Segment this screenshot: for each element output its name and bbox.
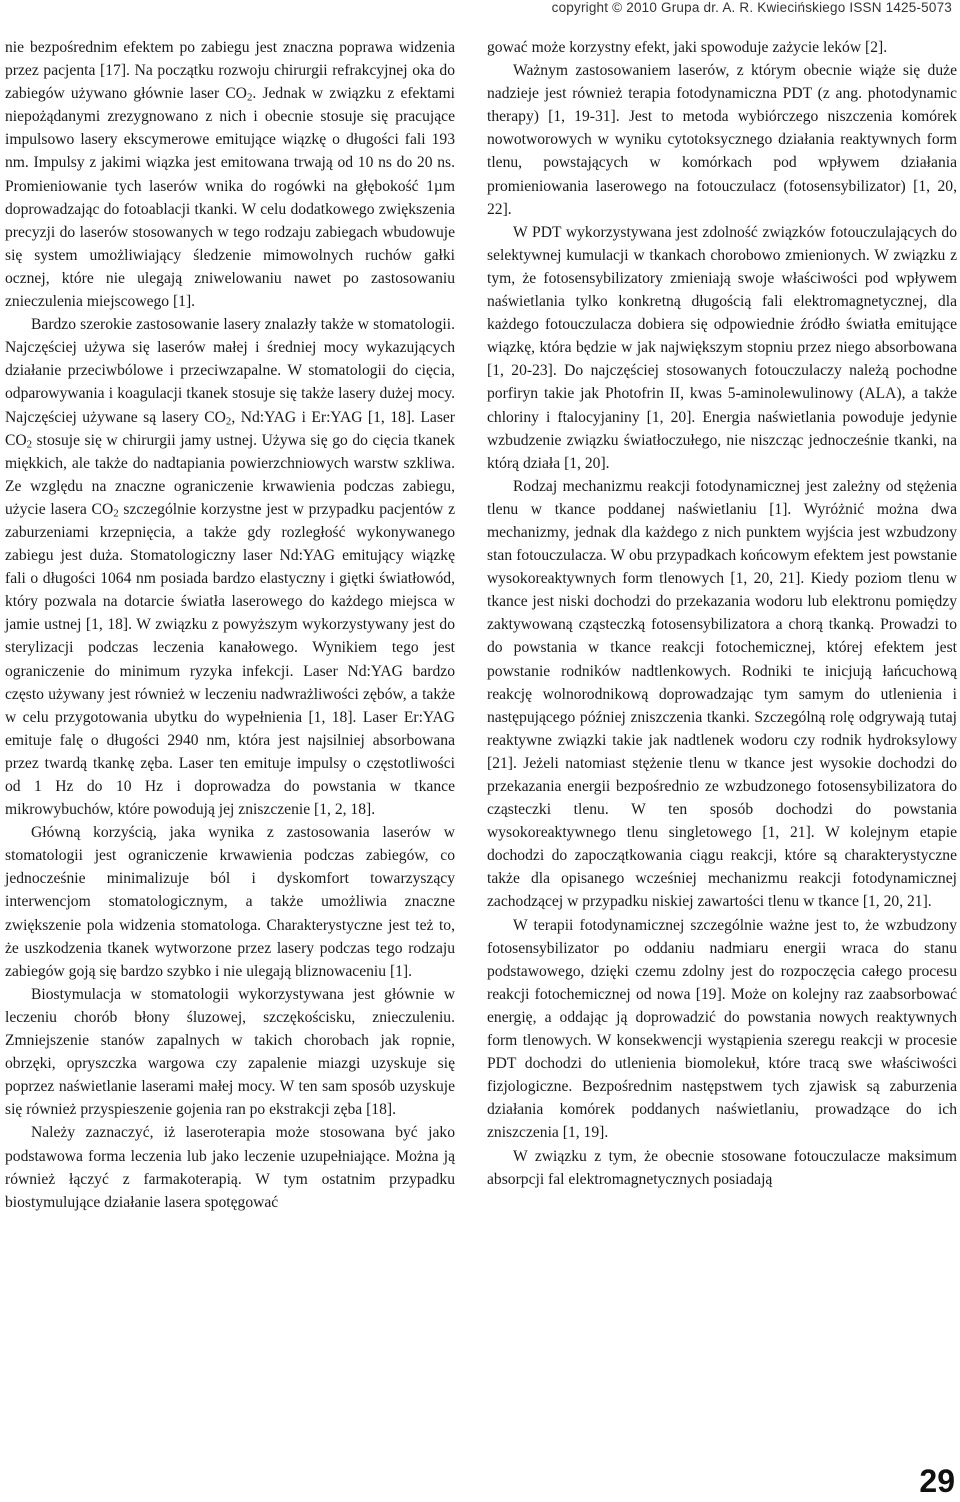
left-column	[5, 36, 455, 1214]
paragraph: W terapii fotodynamicznej szczególnie ważne jest to, że wzbudzony fotosensybilizator po oddaniu nadmiaru energii wraca do stanu podstawowego, dzięki czemu zdolny jest do rozpoczęcia całego procesu reakcji fotochemicznej od nowa [19]. Może on kolejny raz zaabsorbować energię, a oddając ją doprowadzić do powstania nowych reaktywnych form tlenowych. W konsekwencji wystąpienia szeregu reakcji w procesie PDT dochodzi do utlenienia biomolekuł, które tracą swe właściwości fizjologiczne. Bezpośrednim następstwem tych zjawisk są zaburzenia działania komórek poddanych naświetlaniu, prowadzące do ich zniszczenia [1, 19].	[487, 916, 957, 1142]
paragraph: W związku z tym, że obecnie stosowane fotouczulacze maksimum absorpcji fal elektromagnetycznych posiadają	[487, 1147, 957, 1188]
paragraph: Rodzaj mechanizmu reakcji fotodynamicznej jest zależny od stężenia tlenu w tkance poddanej naświetlaniu [1]. Wyróżnić można dwa mechanizmy, jednak dla każdego z nich punktem wyjścia jest wzbudzony stan fotouczulacza. W obu przypadkach końcowym efektem jest powstanie wysokoreaktywnych form tlenowych [1, 20, 21]. Kiedy poziom tlenu w tkance jest niski dochodzi do przekazania wodoru lub elektronu pomiędzy zaktywowaną cząsteczką fotosensybilizatora a chorą tkanką. Prowadzi to do powstania w tkance reakcji fotochemicznej, której efektem jest powstanie rodników nadtlenkowych. Rodniki te inicjują łańcuchową reakcję wolnorodnikową doprowadzając tym samym do utlenienia i następującego później zniszczenia tkanki. Szczególną rolę odgrywają tutaj reaktywne związki takie jak nadtlenek wodoru czy rodnik hydroksylowy [21]. Jeżeli natomiast stężenie tlenu w tkance jest wysokie dochodzi do przekazania energii bezpośrednio ze wzbudzonego fotosensybilizatora do cząsteczki tlenu. W ten sposób dochodzi do powstania wysokoreaktywnego tlenu singletowego [1, 21]. W kolejnym etapie dochodzi do zapoczątkowania ciągu reakcji, które są charakterystyczne także dla opisanego wcześniej mechanizmu reakcji fotodynamicznej zachodzącej w przypadku niskiej zawartości tlenu w tkance [1, 20, 21].	[487, 477, 957, 911]
paragraph: Główną korzyścią, jaka wynika z zastosowania laserów w stomatologii jest ograniczenie krwawienia podczas zabiegów, co jednocześnie minimalizuje ból i dyskomfort towarzyszący interwencjom stomatologicznym, a także umożliwia znaczne zwiększenie pola widzenia stomatologa. Charakterystyczne jest też to, że uszkodzenia tkanek wytworzone przez lasery podczas tego rodzaju zabiegów goją się bardzo szybko i nie ulegają bliznowaceniu [1].	[5, 824, 455, 980]
paragraph: W PDT wykorzystywana jest zdolność związków fotouczulających do selektywnej kumulacji w tkankach chorobowo zmienionych. W związku z tym, że fotosensybilizatory zmieniają swoje właściwości pod wpływem naświetlania tylko konkretną długością fali elektromagnetycznej, dla każdego fotouczulacza dobiera się odpowiednie źródło światła emitujące wiązkę, która będzie w jak największym stopniu przez niego absorbowana [1, 20-23]. Do najczęściej stosowanych fotouczulaczy należą pochodne porfiryn takie jak Photofrin II, kwas 5-aminolewulinowy (ALA), a także chloriny i ftalocyjaniny [1, 20]. Energia naświetlania powoduje jedynie wzbudzenie związku światłoczułego, nie niszcząc jednocześnie tkanki, na którą działa [1, 20].	[487, 223, 957, 472]
paragraph: Ważnym zastosowaniem laserów, z którym obecnie wiąże się duże nadzieje jest również terapia fotodynamiczna PDT (z ang. photodynamic therapy) [1, 19-31]. Jest to metoda wybiórczego niszczenia komórek nowotworowych w wyniku cytotoksycznego działania reaktywnych form tlenu, powstających w komórkach pod wpływem działania promieniowania laserowego na fotouczulacz (fotosensybilizator) [1, 20, 22].	[487, 62, 957, 218]
right-column	[487, 36, 957, 1191]
paragraph: Biostymulacja w stomatologii wykorzystywana jest głównie w leczeniu chorób błony śluzowej, szczękościsku, znieczuleniu. Zmniejszenie stanów zapalnych w takich chorobach jak ropnie, obrzęki, opryszczka wargowa czy zapalenie miazgi uzyskuje się poprzez naświetlanie laserami małej mocy. W ten sam sposób uzyskuje się również przyspieszenie gojenia ran po ekstrakcji zęba [18].	[5, 985, 455, 1119]
copyright-notice: copyright © 2010 Grupa dr. A. R. Kwiecińskiego ISSN 1425-5073	[551, 0, 952, 15]
paragraph: Należy zaznaczyć, iż laseroterapia może stosowana być jako podstawowa forma leczenia lub jako leczenie uzupełniające. Można ją również łączyć z farmakoterapią. W tym ostatnim przypadku biostymulujące działanie lasera spotęgować	[5, 1124, 455, 1211]
paragraph: gować może korzystny efekt, jaki spowoduje zażycie leków [2].	[487, 39, 888, 56]
paragraph: nie bezpośrednim efektem po zabiegu jest znaczna poprawa widzenia przez pacjenta [17]. Na początku rozwoju chirurgii refrakcyjnej oka do zabiegów używano głównie laser $CO_2$. Jednak w związku z efektami niepożądanymi zrezygnowano z nich i obecnie stosuje się pracujące impulsowo lasery ekscymerowe emitujące wiązkę o długości fali 193 nm. Impulsy z jakimi wiązka jest emitowana trwają od 10 ns do 20 ns. Promieniowanie tych laserów wnika do rogówki na głębokość 1µm doprowadzając do fotoablacji tkanki. W celu dodatkowego zwiększenia precyzji do laserów stosowanych w tego rodzaju zabiegach wbudowuje się system umożliwiający śledzenie mimowolnych ruchów gałki ocznej, które nie ulegają zniwelowaniu nawet po zastosowaniu znieczulenia miejscowego [1].	[5, 39, 455, 311]
page-number: 29	[919, 1463, 955, 1499]
paragraph: Bardzo szerokie zastosowanie lasery znalazły także w stomatologii. Najczęściej używa się laserów małej i średniej mocy wykazujących działanie przeciwbólowe i przeciwzapalne. W stomatologii do cięcia, odparowywania i koagulacji tkanek stosuje się także lasery dużej mocy. Najczęściej używane są lasery $CO_2$, Nd:YAG i Er:YAG [1, 18]. Laser $CO_2$ stosuje się w chirurgii jamy ustnej. Używa się go do cięcia tkanek miękkich, ale także do nadtapiania powierzchniowych warstw szkliwa. Ze względu na znaczne ograniczenie krwawienia podczas zabiegu, użycie lasera $CO_2$ szczególnie korzystne jest w przypadku pacjentów z zaburzeniami krzepnięcia, a także gdy rozległość wykonywanego zabiegu jest duża. Stomatologiczny laser Nd:YAG emitujący wiązkę fali o długości 1064 nm posiada bardzo elastyczny i giętki światłowód, który pozwala na dotarcie światła laserowego do każdego miejsca w jamie ustnej [1, 18]. W związku z powyższym wykorzystywany jest do sterylizacji podczas leczenia kanałowego. Wynikiem tego jest ograniczenie do minimum ryzyka infekcji. Laser Nd:YAG bardzo często używany jest również w leczeniu nadwrażliwości zębów, a także w celu przygotowania ubytku do wypełnienia [1, 18]. Laser Er:YAG emituje falę o długości 2940 nm, która jest najsilniej absorbowana przez twardą tkankę zęba. Laser ten emituje impulsy o częstotliwości od 1 Hz do 10 Hz i doprowadza do powstania w tkance mikrowybuchów, które powodują jej zniszczenie [1, 2, 18].	[5, 316, 456, 819]
